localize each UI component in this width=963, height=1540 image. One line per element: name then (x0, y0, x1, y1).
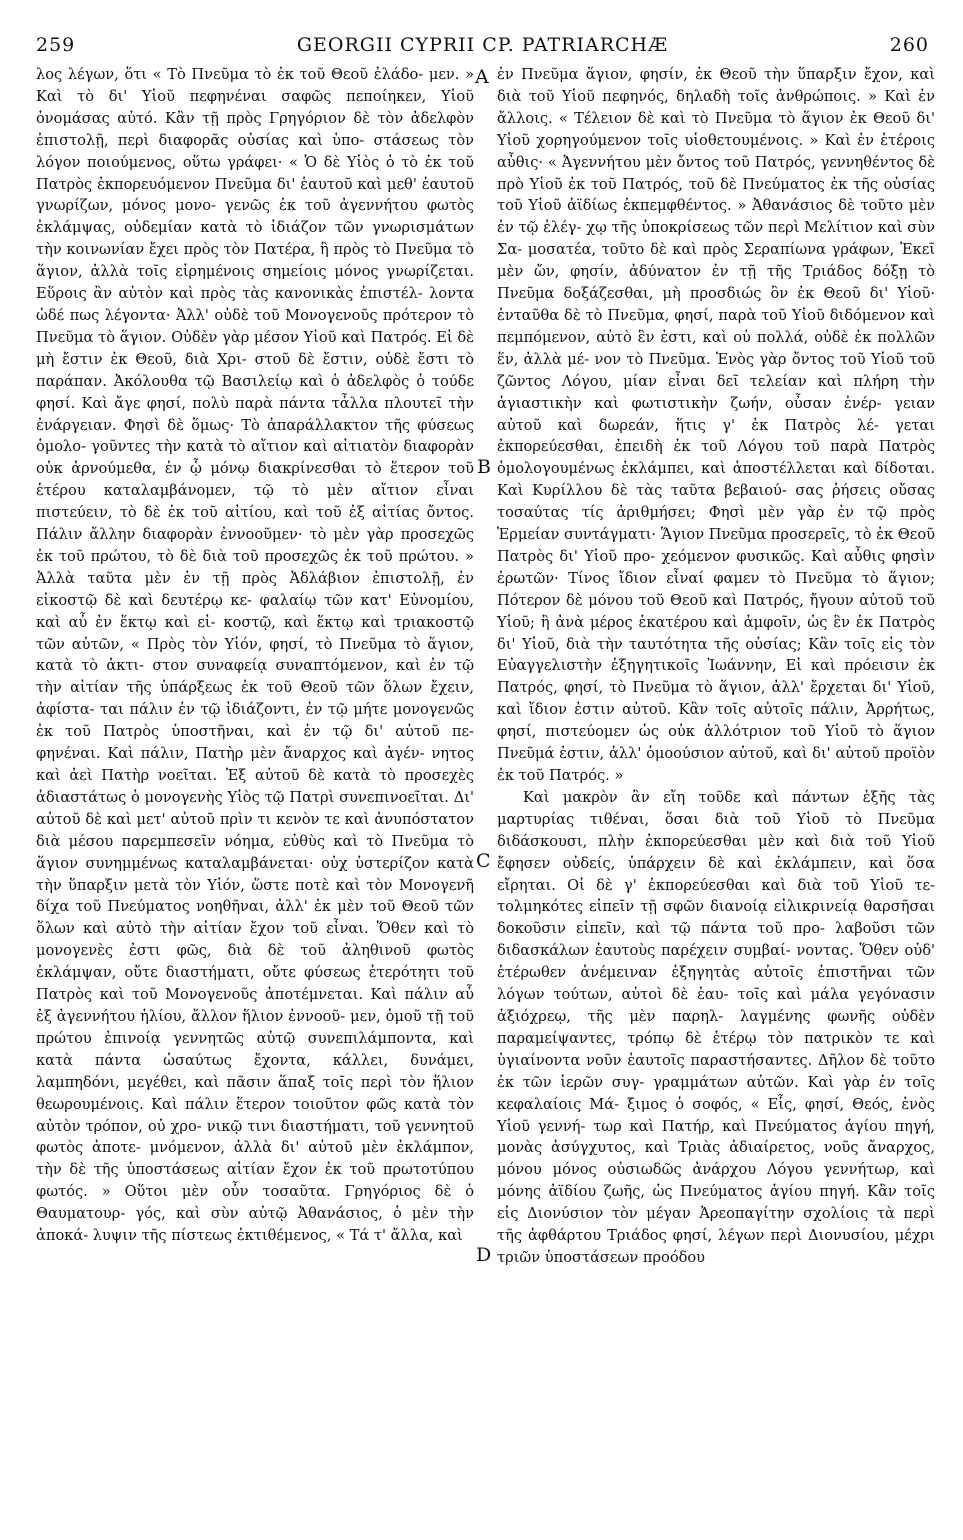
right-column-paragraph-2: Καὶ μακρὸν ἂν εἴη τοῦδε καὶ πάντων ἑξῆς τὰς μαρτυρίας τιθέναι, ὅσαι διὰ τοῦ Υἱοῦ τὸ Πνεῦμα διδάσκουσι, πλὴν ἐκπορεύεσθαι μὲν καὶ διὰ τοῦ Υἱοῦ ἔφησεν οὐδείς, ὑπάρχειν δὲ καὶ ἐκλάμπειν, καὶ ὅσα εἴρηται. Οἱ δὲ γ' ἐκπορεύεσθαι καὶ διὰ τοῦ Υἱοῦ τε- τολμηκότες εἰπεῖν τῇ σφῶν διανοίᾳ εἰλικρινείᾳ θαρσῆσαι δοκοῦσιν εἰπεῖν, καὶ τῷ πάντα τοῦ προ- λαβοῦσι τῶν διδασκάλων ἑαυτοὺς παρέχειν συμβαί- νοντας. Ὅθεν οὐδ' ἑτέρωθεν ἀνέμειναν ἐξηγητὰς αὐτοῖς ἐπιστῆναι τῶν λόγων τούτων, αὐτοὶ δὲ ἑαυ- τοῖς καὶ μάλα γεγόνασιν ἀξιόχρεῳ, τῆς μὲν παρηλ- λαγμένης φωνῆς οὐδὲν παραμείψαντες, τρόπῳ δὲ ἑτέρῳ τὸν πατρικὸν τε καὶ ὑγιαίνοντα νοῦν ἑαυτοῖς παραστήσαντες. Δῆλον δὲ τοῦτο ἐκ τῶν ἱερῶν συγ- γραμμάτων αὐτῶν. Καὶ γὰρ ἐν τοῖς κεφαλαίοις Μά- ξιμος ὁ σοφός, « Εἷς, φησί, Θεός, ἑνὸς Υἱοῦ γεννή- τωρ καὶ Πατήρ, καὶ Πνεύματος ἁγίου πηγή, μονὰς ἀσύγχυτος, καὶ Τριὰς ἀδιαίρετος, νοῦς ἄναρχος, μόνου μόνος οὐσιωδῶς ἀνάρχου Λόγου γεννήτωρ, καὶ μόνης ἀϊδίου ζωῆς, ὡς Πνεύματος ἁγίου πηγή. Κἂν τοῖς εἰς Διονύσιον τὸν μέγαν Ἀρεοπαγίτην σχολίοις τὰ περὶ τῆς ἀφθάρτου Τριάδος φησί, λέγων περὶ Διονυσίου, μέχρι τριῶν ὑποστάσεων προόδου (497, 788, 935, 1266)
running-title: GEORGII CYPRII CP. PATRIARCHÆ (296, 34, 669, 56)
page-header (36, 34, 929, 60)
left-column-text: λος λέγων, ὅτι « Τὸ Πνεῦμα τὸ ἐκ τοῦ Θεοῦ ἐλάδο- μεν. » Καὶ τὸ δι' Υἱοῦ πεφηνέναι σαφῶς πεποίηκεν, Υἱοῦ ὀνομάσας αὐτό. Κἂν τῇ πρὸς Γρηγόριον δὲ τὸν ἀδελφὸν ἐπιστολῇ, περὶ διαφορᾶς οὐσίας καὶ ὑπο- στάσεως τὸν λόγον ποιούμενος, οὕτω γράφει· « Ὁ δὲ Υἱὸς ὁ τὸ ἐκ τοῦ Πατρὸς ἐκπορευόμενον Πνεῦμα δι' ἑαυτοῦ καὶ μεθ' ἑαυτοῦ γνωρίζων, μόνος μονο- γενῶς ἐκ τοῦ ἀγεννήτου φωτὸς ἐκλάμψας, οὐδεμίαν κατὰ τὸ ἰδιάζον τῶν γνωρισμάτων τὴν κοινωνίαν ἔχει πρὸς τὸν Πατέρα, ἢ πρὸς τὸ Πνεῦμα τὸ ἅγιον, ἀλλὰ τοῖς εἰρημένοις σημείοις μόνος γνωρίζεται. Εὕροις ἂν αὐτὸν καὶ πρὸς τὰς κανονικὰς ἐπιστέλ- λοντα ὡδέ πως λέγοντα· Ἀλλ' οὐδὲ τοῦ Μονογενοῦς πρότερον τὸ Πνεῦμα τὸ ἅγιον. Οὐδὲν γὰρ μέσον Υἱοῦ καὶ Πατρός. Εἰ δὲ μὴ ἔστιν ἐκ Θεοῦ, διὰ Χρι- στοῦ δὲ ἔστιν, οὐδὲ ἔστι τὸ παράπαν. Ἀκόλουθα τῷ Βασιλείῳ καὶ ὁ ἀδελφὸς ὁ τούδε φησί. Καὶ ἄγε φησί, πολὺ παρὰ πάντα τἆλλα πλουτεῖ τὴν ἐνάργειαν. Φησὶ δὲ ὅμως· Τὸ ἀπαράλλακτον τῆς φύσεως ὁμολο- γοῦντες τὴν κατὰ τὸ αἴτιον καὶ αἰτιατὸν διαφορὰν οὐκ ἀρνούμεθα, ἐν ᾧ μόνῳ διακρίνεσθαι τὸ ἕτερον τοῦ ἑτέρου καταλαμβάνομεν, τῷ τὸ μὲν αἴτιον εἶναι πιστεύειν, τὸ δὲ ἐκ τοῦ αἰτίου, καὶ τοῦ ἐξ αἰτίας ὄντος. Πάλιν ἄλλην διαφορὰν ἐννοοῦμεν· τὸ μὲν γὰρ προσεχῶς ἐκ τοῦ πρώτου, τὸ δὲ διὰ τοῦ προσεχῶς ἐκ τοῦ πρώτου. » Ἀλλὰ ταῦτα μὲν ἐν τῇ πρὸς Ἀδλάβιον ἐπιστολῇ, ἐν εἰκοστῷ δὲ καὶ δευτέρῳ κε- φαλαίῳ τῶν κατ' Εὐνομίου, καὶ αὖ ἐν ἕκτῳ καὶ εἰ- κοστῷ, καὶ ἕκτῳ καὶ τριακοστῷ τῶν αὐτῶν, « Πρὸς τὸν Υἱόν, φησί, τὸ Πνεῦμα τὸ ἅγιον, κατὰ τὸ ἀκτι- στον συναφείᾳ συναπτόμενον, καὶ ἐν τῷ τὴν αἰτίαν τῆς ὑπάρξεως ἐκ τοῦ Θεοῦ τῶν ὅλων ἔχειν, ἀφίστα- ται πάλιν ἐν τῷ ἰδιάζοντι, ἐν τῷ μήτε μονογενῶς ἐκ τοῦ Πατρὸς ὑποστῆναι, καὶ ἐν τῷ δι' αὐτοῦ πε- φηνέναι. Καὶ πάλιν, Πατὴρ μὲν ἄναρχος καὶ ἀγέν- νητος καὶ ἀεὶ Πατὴρ νοεῖται. Ἐξ αὐτοῦ δὲ κατὰ τὸ προσεχὲς ἀδιαστάτως ὁ μονογενὴς Υἱὸς τῷ Πατρὶ συνεπινοεῖται. Δι' αὐτοῦ δὲ καὶ μετ' αὐτοῦ πρὶν τι κενὸν τε καὶ ἀνυπόστατον διὰ μέσου παρεμπεσεῖν νόημα, εὐθὺς καὶ τὸ Πνεῦμα τὸ ἅγιον συνημμένως καταλαμβάνεται· οὐχ ὑστερίζον κατὰ τὴν ὕπαρξιν μετὰ τὸν Υἱόν, ὥστε ποτὲ καὶ τὸν Μονογενῆ δίχα τοῦ Πνεύματος νοηθῆναι, ἀλλ' ἐκ μὲν τοῦ Θεοῦ τῶν ὅλων καὶ αὐτὸ τὴν αἰτίαν ἔχον τοῦ εἶναι. Ὅθεν καὶ τὸ μονογενὲς ἐστι φῶς, διὰ δὲ τοῦ ἀληθινοῦ φωτὸς ἐκλάμψαν, οὔτε διαστήματι, οὔτε φύσεως ἑτερότητι τοῦ Πατρὸς καὶ τοῦ Μονογενοῦς ἀποτέμνεται. Καὶ πάλιν αὖ ἐξ ἀγεννήτου ἡλίου, ἄλλον ἥλιον ἐννοοῦ- μεν, ὁμοῦ τῇ τοῦ πρώτου ἐπινοίᾳ γεννητῶς αὐτῷ συνεπιλάμποντα, καὶ κατὰ πάντα ὡσαύτως ἔχοντα, κάλλει, δυνάμει, λαμπηδόνι, μεγέθει, καὶ πᾶσιν ἅπαξ τοῖς περὶ τὸν ἥλιον θεωρουμένοις. Καὶ πάλιν ἕτερον τοιοῦτον φῶς κατὰ τὸν αὐτὸν τρόπον, οὐ χρο- νικῷ τινι διαστήματι, τοῦ γεννητοῦ φωτὸς ἀποτε- μνόμενον, ἀλλὰ δι' αὐτοῦ μὲν ἐκλάμπον, τὴν δὲ τῆς ὑποστάσεως αἰτίαν ἔχον ἐκ τοῦ πρωτοτύπου φωτός. » Οὕτοι μὲν οὖν τοσαῦτα. Γρηγόριος δὲ ὁ Θαυματουρ- γός, καὶ σὺν αὐτῷ Ἀθανάσιος, ὁ μὲν τὴν ἀποκά- λυψιν τῆς πίστεως ἐκτιθέμενος, « Τά τ' ἄλλα, καὶ (36, 66, 474, 1245)
margin-marker-a: A (475, 66, 489, 88)
margin-marker-b: B (477, 456, 491, 478)
left-column (36, 64, 474, 1247)
margin-marker-d: D (476, 1244, 492, 1266)
right-column-paragraph-1: ἐν Πνεῦμα ἅγιον, φησίν, ἐκ Θεοῦ τὴν ὕπαρξιν ἔχον, καὶ διὰ τοῦ Υἱοῦ πεφηνός, δηλαδὴ τοῖς ἀνθρώποις. » Καὶ ἐν ἄλλοις. « Τέλειον δὲ καὶ τὸ Πνεῦμα τὸ ἅγιον ἐκ Θεοῦ δι' Υἱοῦ χορηγούμενον τοῖς υἱοθετουμένοις. » Καὶ ἐν ἑτέροις αὖθις· « Ἀγεννήτου μὲν ὄντος τοῦ Πατρός, γεννηθέντος δὲ πρὸ Υἱοῦ ἐκ τοῦ Πατρός, τοῦ δὲ Πνεύματος ἐκ τῆς οὐσίας τοῦ Υἱοῦ ἀϊδίως ἐκπεμφθέντος. » Ἀθανάσιος δὲ τοῦτο μὲν ἐν τῷ ἐλέγ- χῳ τῆς ὑποκρίσεως τῶν περὶ Μελίτιον καὶ σὺν Σα- μοσατέα, τοῦτο δὲ καὶ πρὸς Σεραπίωνα γράφων, Ἐκεῖ μὲν ὤν, φησίν, ἀδύνατον ἐν τῇ τῆς Τριάδος δόξῃ τὸ Πνεῦμα δοξάζεσθαι, μὴ προσδιώς ὂν ἐκ Θεοῦ δι' Υἱοῦ· ἐνταῦθα δὲ τὸ Πνεῦμα, φησί, παρὰ τοῦ Υἱοῦ διδόμενον καὶ πεμπόμενον, αὐτὸ ἓν ἐστι, καὶ οὐ πολλά, οὐδὲ ἐκ πολλῶν ἕν, ἀλλὰ μέ- νον τὸ Πνεῦμα. Ἑνὸς γὰρ ὄντος τοῦ Υἱοῦ τοῦ ζῶντος Λόγου, μίαν εἶναι δεῖ τελείαν καὶ πλήρη τὴν ἁγιαστικὴν καὶ φωτιστικὴν ζωήν, οὖσαν ἐνέρ- γειαν αὐτοῦ καὶ δωρεάν, ἥτις γ' ἐκ Πατρὸς λέ- γεται ἐκπορεύεσθαι, ἐπειδὴ ἐκ τοῦ Λόγου τοῦ παρὰ Πατρὸς ὁμολογουμένως ἐκλάμπει, καὶ ἀποστέλλεται καὶ δίδοται. Καὶ Κυρίλλου δὲ τὰς ταῦτα βεβαιού- σας ῥήσεις οὔσας τοσαύτας τίς ἀριθμήσει; Φησὶ μὲν γὰρ ἐν τῷ πρὸς Ἑρμείαν συντάγματι· Ἅγιον Πνεῦμα προσερεῖς, τὸ ἐκ Θεοῦ Πατρὸς δι' Υἱοῦ προ- χεόμενον φυσικῶς. Καὶ αὖθις φησὶν ἐρωτῶν· Τίνος ἴδιον εἶναί φαμεν τὸ Πνεῦμα τὸ ἅγιον; Πότερον δὲ μόνου τοῦ Θεοῦ καὶ Πατρός, ἤγουν αὐτοῦ τοῦ Υἱοῦ; ἢ ἀνὰ μέρος ἑκατέρου καὶ ἀμφοῖν, ὡς ἓν ἐκ Πατρὸς δι' Υἱοῦ, διὰ τὴν ταυτότητα τῆς οὐσίας; Κἂν τοῖς εἰς τὸν Εὐαγγελιστὴν ἐξηγητικοῖς Ἰωάννην, Εἰ καὶ πρόεισιν ἐκ Πατρός, φησί, τὸ Πνεῦμα τὸ ἅγιον, ἀλλ' ἔρχεται δι' Υἱοῦ, καὶ ἴδιον ἐστιν αὐτοῦ. Κἂν τοῖς αὐτοῖς πάλιν, Ἀρρήτως, φησί, πιστεύομεν ὡς οὐκ ἀλλότριον τοῦ Υἱοῦ τὸ ἅγιον Πνεῦμά ἐστιν, ἀλλ' ὁμοούσιον αὐτοῦ, καὶ δι' αὐτοῦ προϊὸν ἐκ τοῦ Πατρός. » (497, 66, 935, 784)
page-number-left: 259 (36, 34, 76, 56)
page-number-right: 260 (889, 34, 929, 56)
right-column (497, 64, 935, 1269)
margin-marker-c: C (476, 850, 491, 872)
